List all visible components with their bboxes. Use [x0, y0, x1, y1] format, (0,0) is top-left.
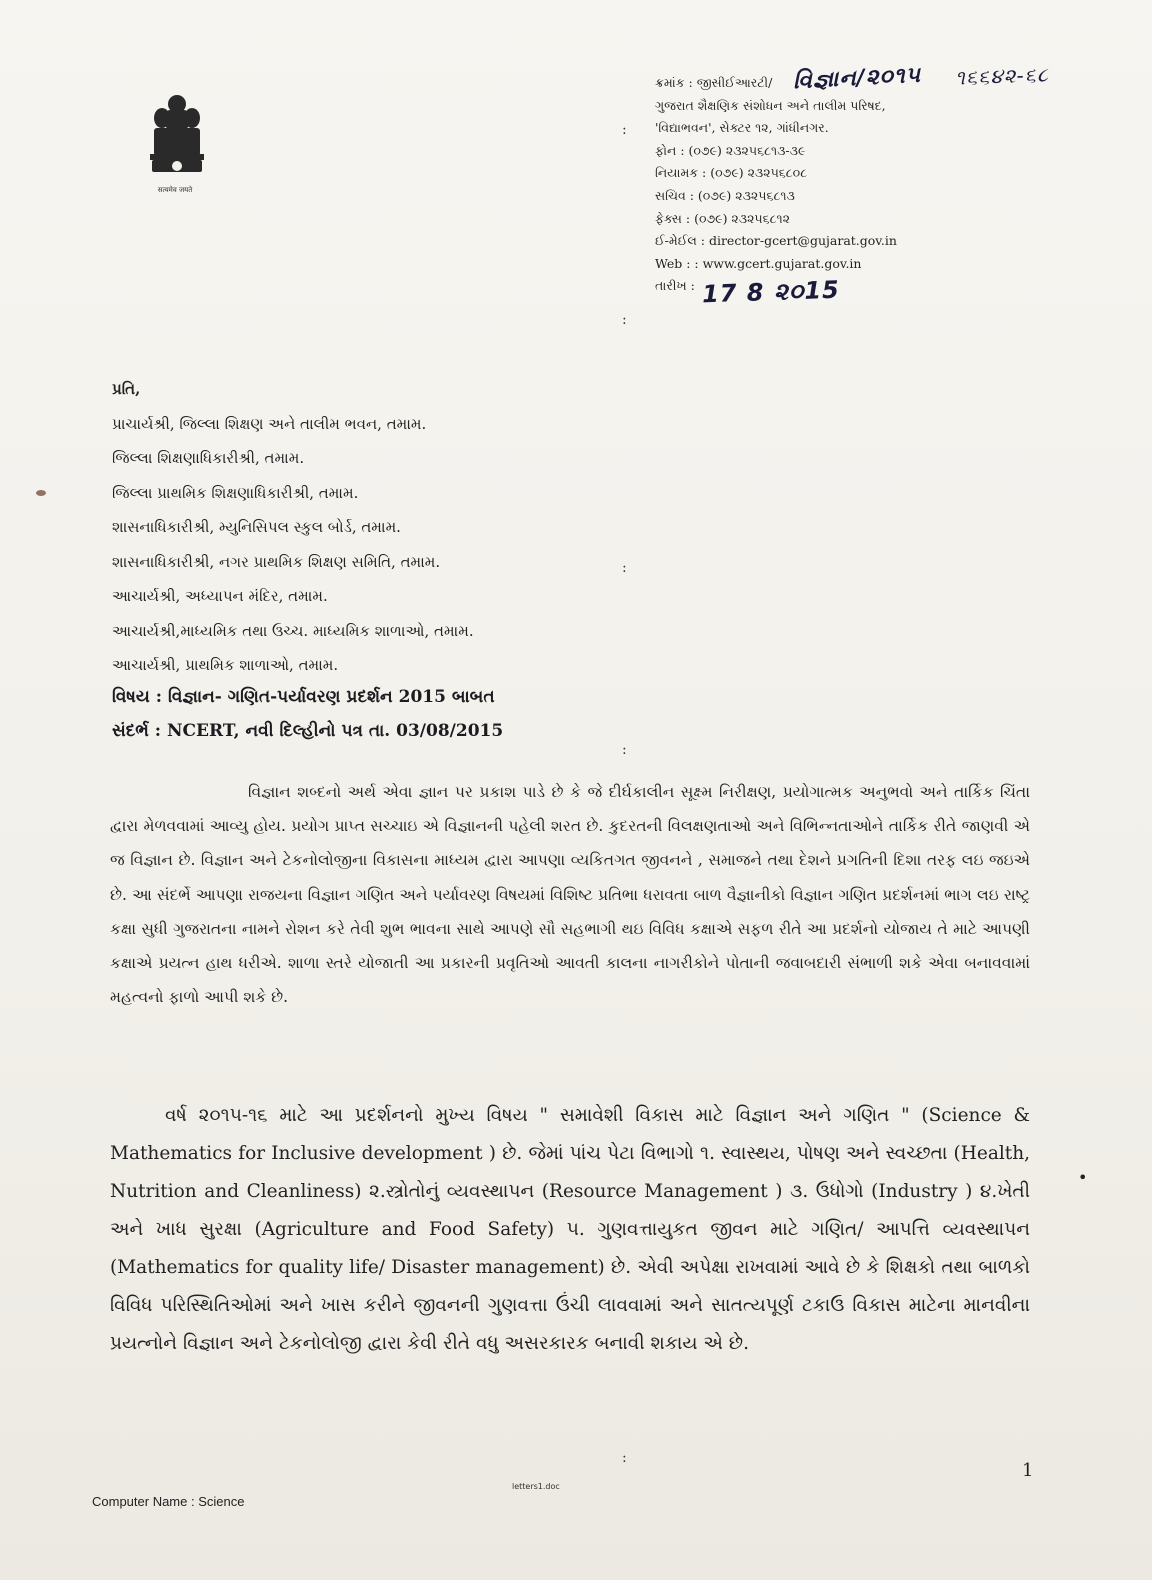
recipient-line: આચાર્યશ્રી,માધ્યમિક તથા ઉચ્ચ. માધ્યમિક શાળાઓ, તમામ. [112, 621, 474, 640]
recipient-line: આચાર્યશ્રી, અધ્યાપન મંદિર, તમામ. [112, 587, 328, 605]
recipient-line: જિલ્લા શિક્ષણાધિકારીશ્રી, તમામ. [112, 449, 305, 467]
recipient-line: શાસનાધિકારીશ્રી, મ્યુનિસિપલ સ્કુલ બોર્ડ, તમામ. [112, 518, 401, 536]
national-emblem-icon [140, 90, 214, 200]
body-paragraph-2: વર્ષ ૨૦૧૫-૧૬ માટે આ પ્રદર્શનનો મુખ્ય વિષય " સમાવેશી વિકાસ માટે વિજ્ઞાન અને ગણિત " (Science & Mathematics for Inclusive development ) છે. જેમાં પાંચ પેટા વિભાગો ૧. સ્વાસ્થય, પોષણ અને સ્વચ્છતા (Health, Nutrition and Cleanliness) ૨.સ્ત્રોતોનું વ્યવસ્થાપન (Resource Management ) ૩. ઉધોગો (Industry ) ૪.ખેતી અને ખાધ સુરક્ષા (Agriculture and Food Safety) ૫. ગુણવત્તાયુકત જીવન માટે ગણિત/ આપત્તિ વ્યવસ્થાપન (Mathematics for quality life/ Disaster management) છે. એવી અપેક્ષા રાખવામાં આવે છે કે શિક્ષકો તથા બાળકો વિવિધ પરિસ્થિતિઓમાં અને ખાસ કરીને જીવનની ગુણવત્તા ઉંચી લાવવામાં અને સાતત્યપૂર્ણ ટકાઉ વિકાસ માટેના માનવીના પ્રયત્નોને વિજ્ઞાન અને ટેકનોલોજી દ્વારા કેવી રીતે વધુ અસરકારક બનાવી શકાય એ છે. [110, 1105, 1030, 1354]
header-line-3: ફોન : (૦૭૯) ૨૩૨૫૬૮૧૩-૩૯ [655, 142, 806, 158]
margin-colon: : [622, 122, 627, 138]
subject-line: વિષય : વિજ્ઞાન- ગણિત-પર્યાવરણ પ્રદર્શન 2015 બાબત [112, 687, 495, 707]
header-line-6: ફેક્સ : (૦૭૯) ૨૩૨૫૬૮૧૨ [655, 210, 790, 226]
margin-colon: : [622, 560, 627, 576]
footer-doc-name: letters1.doc [512, 1482, 560, 1491]
header-line-1: ગુજરાત શૈક્ષણિક સંશોધન અને તાલીમ પરિષદ, [655, 97, 886, 113]
header-line-2: 'વિદ્યાભવન', સેક્ટર ૧૨, ગાંધીનગર. [655, 120, 829, 136]
recipient-line: શાસનાધિકારીશ્રી, નગર પ્રાથમિક શિક્ષણ સમિતિ, તમામ. [112, 552, 441, 571]
page-number: 1 [1022, 1460, 1034, 1481]
header-line-5: સચિવ : (૦૭૯) ૨૩૨૫૬૮૧૩ [655, 187, 795, 203]
subject-block [112, 680, 1012, 748]
salutation: પ્રતિ, [112, 380, 141, 398]
computer-name: Computer Name : Science [92, 1494, 245, 1509]
margin-colon: : [622, 312, 627, 328]
reference-prefix: ક્રમાંક : જીસીઈઆરટી/ [655, 75, 773, 90]
header-line-4: નિયામક : (૦૭૯) ૨૩૨૫૬૮૦૮ [655, 165, 808, 181]
recipient-line: જિલ્લા પ્રાથમિક શિક્ષણાધિકારીશ્રી, તમામ. [112, 483, 359, 502]
margin-colon: : [622, 1450, 627, 1466]
header-line-8: Web : : www.gcert.gujarat.gov.in [655, 255, 862, 271]
date-label: તારીખ : [655, 278, 695, 294]
body-paragraph-1: વિજ્ઞાન શબ્દનો અર્થ એવા જ્ઞાન પર પ્રકાશ પાડે છે કે જે દીર્ઘકાલીન સૂક્ષ્મ નિરીક્ષણ, પ્રયોગાત્મક અનુભવો અને તાર્કિક ચિંતા દ્વારા મેળવવામાં આવ્યુ હોય. પ્રયોગ પ્રાપ્ત સચ્ચાઇ એ વિજ્ઞાનની પહેલી શરત છે. કુદરતની વિલક્ષણતાઓ અને વિભિન્નતાઓને તાર્કિક રીતે જાણવી એ જ વિજ્ઞાન છે. વિજ્ઞાન અને ટેકનોલોજીના વિકાસના માધ્યમ દ્વારા આપણા વ્યકિતગત જીવનને , સમાજને તથા દેશને પ્રગતિની દિશા તરફ લઇ જઇએ છે. આ સંદર્ભે આપણા રાજયના વિજ્ઞાન ગણિત અને પર્યાવરણ વિષયમાં વિશિષ્ટ પ્રતિભા ધરાવતા બાળ વૈજ્ઞાનીકો વિજ્ઞાન ગણિત પ્રદર્શનમાં ભાગ લઇ રાષ્ટ્ર કક્ષા સુધી ગુજરાતના નામને રોશન કરે તેવી શુભ ભાવના સાથે આપણે સૌ સહભાગી થઇ વિવિધ કક્ષાએ સફળ રીતે આ પ્રદર્શનો યોજાય તે માટે આપણી કક્ષાએ પ્રયત્ન હાથ ધરીએ. શાળા સ્તરે યોજાતી આ પ્રકારની પ્રવૃતિઓ આવતી કાલના નાગરીકોને પોતાની જવાબદારી સંભાળી શકે એવા બનાવવામાં મહત્વનો ફાળો આપી શકે છે. [110, 783, 1030, 1007]
margin-dot: • [1078, 1168, 1088, 1187]
handwritten-number: ૧૬૬૪૨-૬૮ [954, 62, 1050, 90]
header-line-7: ઈ-મેઈલ : director-gcert@gujarat.gov.in [655, 233, 897, 249]
handwritten-reference: વિજ્ઞાન/૨૦૧૫ [792, 62, 922, 95]
recipient-line: પ્રાચાર્યશ્રી, જિલ્લા શિક્ષણ અને તાલીમ ભવન, તમામ. [112, 414, 427, 433]
office-header [655, 72, 1125, 298]
margin-colon: : [622, 742, 627, 758]
recipient-line: આચાર્યશ્રી, પ્રાથમિક શાળાઓ, તમામ. [112, 656, 339, 674]
handwritten-date: 17 8 ૨૦15 [701, 275, 841, 309]
reference-line: સંદર્ભ : NCERT, નવી દિલ્હીનો પત્ર તા. 03/08/2015 [112, 721, 504, 741]
ink-stain [36, 490, 46, 496]
emblem-motto: सत्यमेव जयते [157, 186, 193, 194]
recipients-block [112, 372, 812, 683]
